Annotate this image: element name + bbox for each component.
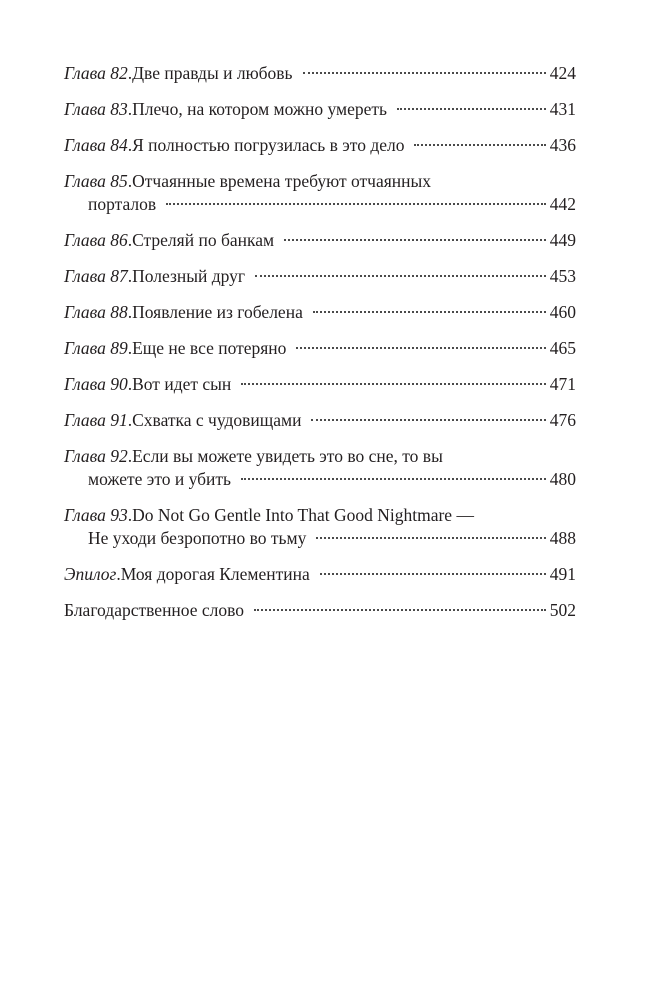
dot-leader (284, 239, 546, 241)
toc-chapter-title: Еще не все потеряно (132, 338, 287, 358)
toc-separator: . (127, 374, 133, 394)
toc-entry-line (64, 265, 576, 288)
toc-separator: . (127, 230, 133, 250)
toc-entry[interactable] (64, 599, 576, 622)
toc-chapter-label: Глава 82 (64, 63, 128, 83)
toc-entry-continuation (64, 193, 576, 216)
toc-entry[interactable] (64, 229, 576, 252)
toc-entry[interactable] (64, 337, 576, 360)
toc-separator: . (127, 410, 133, 430)
toc-chapter-label: Эпилог (64, 564, 117, 584)
toc-entry[interactable] (64, 373, 576, 396)
toc-chapter-label: Глава 93 (64, 505, 128, 525)
dot-leader (255, 275, 546, 277)
toc-chapter-label: Глава 83 (64, 99, 128, 119)
toc-separator: . (116, 564, 121, 584)
toc-separator: . (127, 171, 133, 191)
dot-leader (166, 203, 546, 205)
dot-leader (296, 347, 545, 349)
toc-chapter-label: Глава 86 (64, 230, 128, 250)
toc-chapter-title: Появление из гобелена (132, 302, 303, 322)
toc-entry-line (64, 337, 576, 360)
toc-entry-line (64, 229, 576, 252)
dot-leader (241, 478, 546, 480)
toc-chapter-title: Благодарственное слово (64, 600, 245, 620)
toc-separator: . (127, 63, 133, 83)
toc-chapter-title-continued: Не уходи безропотно во тьму (88, 528, 307, 548)
toc-page-number: 491 (549, 564, 576, 584)
dot-leader (414, 144, 545, 146)
toc-entry-line (64, 62, 576, 85)
toc-entry-line (64, 98, 576, 121)
toc-separator: . (127, 302, 133, 322)
toc-page-number: 502 (549, 600, 576, 620)
dot-leader (303, 72, 546, 74)
toc-entry-line (64, 445, 576, 468)
dot-leader (254, 609, 546, 611)
toc-entry-line (64, 504, 576, 527)
toc-entry[interactable] (64, 62, 576, 85)
toc-page-number: 460 (549, 302, 576, 322)
toc-entry-continuation (64, 468, 576, 491)
toc-chapter-title: Схватка с чудовищами (132, 410, 302, 430)
toc-page-number: 449 (549, 230, 576, 250)
toc-entry[interactable] (64, 134, 576, 157)
toc-chapter-title: Плечо, на котором можно умереть (132, 99, 388, 119)
toc-separator: . (127, 135, 133, 155)
toc-chapter-title-continued: можете это и убить (88, 469, 232, 489)
toc-page-number: 471 (549, 374, 576, 394)
toc-entry[interactable] (64, 409, 576, 432)
toc-entry-line (64, 409, 576, 432)
toc-chapter-title: Я полностью погрузилась в это дело (132, 135, 405, 155)
toc-chapter-title: Полезный друг (132, 266, 246, 286)
toc-chapter-label: Глава 91 (64, 410, 128, 430)
toc-chapter-title: Стреляй по банкам (132, 230, 275, 250)
toc-entry-line (64, 301, 576, 324)
dot-leader (397, 108, 546, 110)
toc-entry-line (64, 599, 576, 622)
toc-chapter-title: Моя дорогая Клементина (120, 564, 310, 584)
toc-page-number: 488 (549, 528, 576, 548)
toc-chapter-title: Do Not Go Gentle Into That Good Nightmare — (132, 505, 474, 525)
toc-chapter-label: Глава 90 (64, 374, 128, 394)
toc-entry-line (64, 563, 576, 586)
toc-separator: . (127, 99, 133, 119)
toc-chapter-label: Глава 87 (64, 266, 128, 286)
toc-entry[interactable] (64, 563, 576, 586)
toc-chapter-title-continued: порталов (88, 194, 157, 214)
dot-leader (241, 383, 545, 385)
toc-entry[interactable] (64, 170, 576, 216)
toc-separator: . (127, 338, 133, 358)
toc-chapter-label: Глава 84 (64, 135, 128, 155)
dot-leader (311, 419, 545, 421)
toc-page-number: 424 (549, 63, 576, 83)
toc-page-number: 480 (549, 469, 576, 489)
table-of-contents (64, 62, 576, 635)
toc-entry[interactable] (64, 98, 576, 121)
toc-chapter-title: Две правды и любовь (132, 63, 293, 83)
toc-chapter-label: Глава 89 (64, 338, 128, 358)
toc-chapter-label: Глава 88 (64, 302, 128, 322)
toc-page-number: 465 (549, 338, 576, 358)
dot-leader (320, 573, 546, 575)
toc-entry-line (64, 373, 576, 396)
toc-page-number: 442 (549, 194, 576, 214)
toc-entry[interactable] (64, 265, 576, 288)
toc-entry[interactable] (64, 445, 576, 491)
toc-chapter-title: Вот идет сын (132, 374, 232, 394)
toc-page-number: 453 (549, 266, 576, 286)
toc-separator: . (127, 266, 133, 286)
toc-entry-line (64, 134, 576, 157)
toc-separator: . (127, 446, 133, 466)
toc-page-number: 436 (549, 135, 576, 155)
toc-chapter-label: Глава 92 (64, 446, 128, 466)
toc-separator: . (127, 505, 133, 525)
dot-leader (316, 537, 545, 539)
dot-leader (313, 311, 546, 313)
toc-chapter-title: Отчаянные времена требуют отчаянных (132, 171, 432, 191)
toc-chapter-label: Глава 85 (64, 171, 128, 191)
toc-page-number: 431 (549, 99, 576, 119)
toc-entry-line (64, 170, 576, 193)
toc-entry[interactable] (64, 301, 576, 324)
toc-page-number: 476 (549, 410, 576, 430)
toc-entry-continuation (64, 527, 576, 550)
toc-chapter-title: Если вы можете увидеть это во сне, то вы (132, 446, 443, 466)
toc-entry[interactable] (64, 504, 576, 550)
